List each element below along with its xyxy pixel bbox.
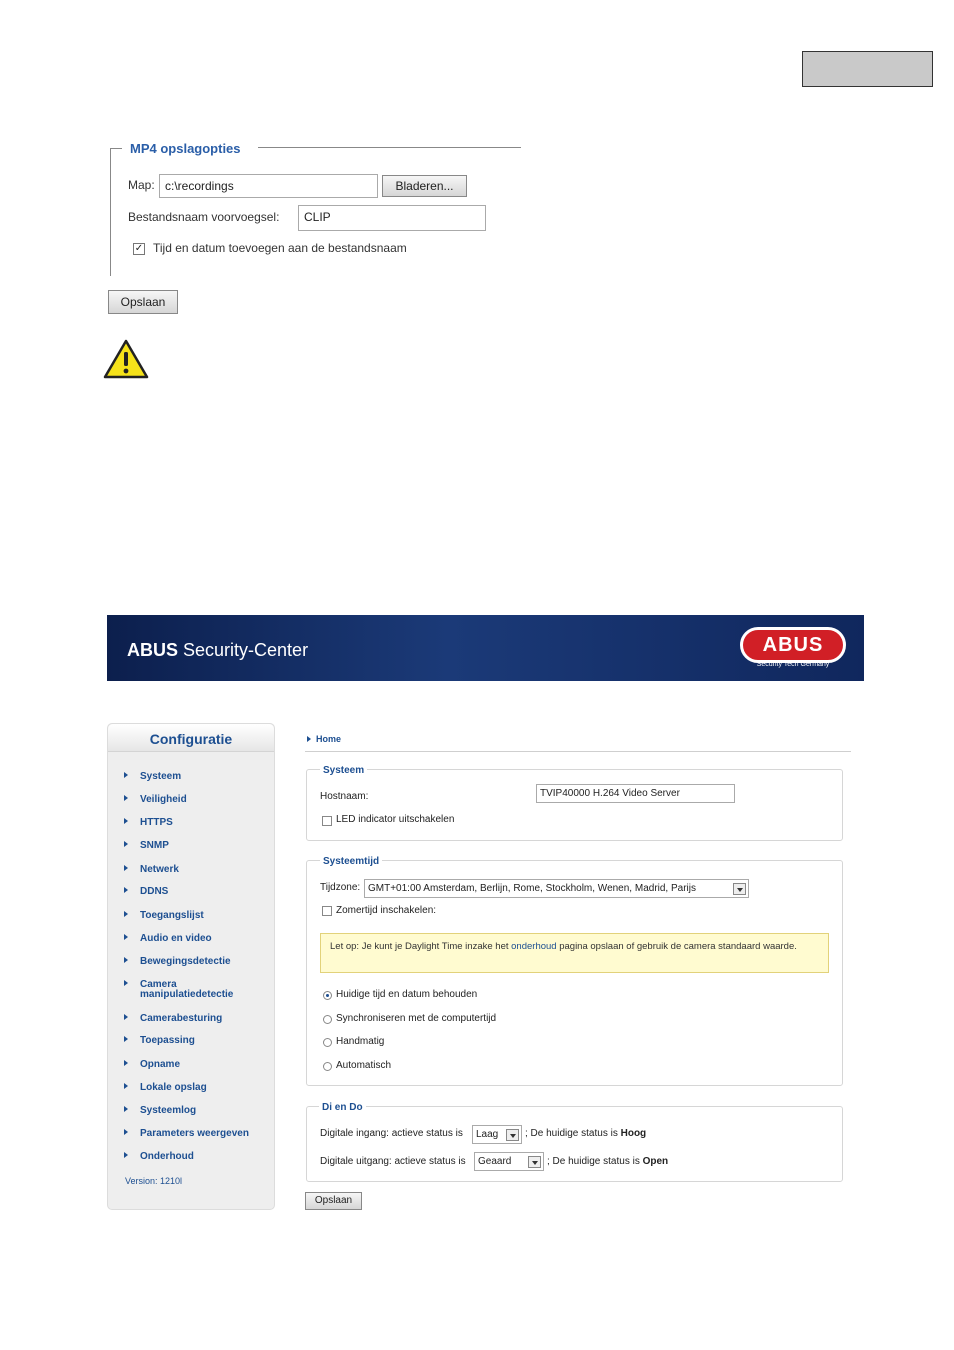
hostname-label: Hostnaam: (320, 791, 369, 802)
sidebar-item-https[interactable]: HTTPS (124, 818, 173, 828)
sidebar-item-ddns[interactable]: DDNS (124, 887, 168, 897)
onderhoud-link[interactable]: onderhoud (511, 941, 557, 952)
digital-output-status: ; De huidige status is Open (547, 1156, 669, 1167)
time-option-label: Automatisch (336, 1060, 392, 1071)
digital-output-label: Digitale uitgang: actieve status is (320, 1156, 466, 1167)
digital-output-select[interactable]: Geaard (474, 1152, 544, 1171)
time-option-label: Synchroniseren met de computertijd (336, 1013, 497, 1024)
dst-label: Zomertijd inschakelen: (336, 905, 437, 916)
sidebar-item-toegangslijst[interactable]: Toegangslijst (124, 911, 204, 921)
system-fieldset (306, 769, 843, 841)
time-option-radio-manual[interactable] (323, 1038, 332, 1047)
hostname-input[interactable]: TVIP40000 H.264 Video Server (536, 784, 735, 803)
digital-input-label: Digitale ingang: actieve status is (320, 1128, 463, 1139)
dio-fieldset (306, 1106, 843, 1182)
sidebar-item-systeem[interactable]: Systeem (124, 772, 181, 782)
timezone-label: Tijdzone: (320, 882, 361, 893)
arrow-right-icon (124, 795, 128, 801)
folder-label: Map: (128, 178, 155, 192)
sidebar-item-netwerk[interactable]: Netwerk (124, 865, 179, 875)
arrow-right-icon (124, 1106, 128, 1112)
logo-tagline: Security Tech Germany (756, 661, 830, 668)
browse-button[interactable]: Bladeren... (382, 175, 467, 197)
mp4-save-button[interactable]: Opslaan (108, 290, 178, 314)
sidebar-item-systeemlog[interactable]: Systeemlog (124, 1106, 196, 1116)
arrow-right-icon (124, 957, 128, 963)
led-checkbox[interactable] (322, 816, 332, 826)
sidebar-item-toepassing[interactable]: Toepassing (124, 1036, 195, 1046)
arrow-right-icon (124, 911, 128, 917)
sidebar-item-audio-video[interactable]: Audio en video (124, 934, 212, 944)
time-option-label: Huidige tijd en datum behouden (336, 989, 478, 1000)
dst-notice: Let op: Je kunt je Daylight Time inzake het onderhoud pagina opslaan of gebruik de camera standaard waarde. (320, 933, 829, 973)
systemtime-legend: Systeemtijd (320, 856, 382, 867)
page-marker-box (802, 51, 933, 87)
arrow-right-icon (124, 1152, 128, 1158)
mp4-frame-border (258, 147, 521, 148)
chevron-down-icon (528, 1156, 541, 1168)
app-title: ABUS Security-Center (127, 640, 309, 660)
arrow-right-icon (124, 887, 128, 893)
arrow-right-icon (124, 1036, 128, 1042)
chevron-down-icon (733, 883, 746, 895)
time-option-radio-keep[interactable] (323, 991, 332, 1000)
arrow-right-icon (124, 841, 128, 847)
time-option-label: Handmatig (336, 1036, 385, 1047)
time-option-radio-auto[interactable] (323, 1062, 332, 1071)
sidebar-item-opname[interactable]: Opname (124, 1060, 180, 1070)
sidebar-item-parameters-weergeven[interactable]: Parameters weergeven (124, 1129, 249, 1139)
system-legend: Systeem (320, 765, 367, 776)
mp4-section-title: MP4 opslagopties (130, 141, 241, 156)
led-label: LED indicator uitschakelen (336, 814, 455, 825)
digital-input-select[interactable]: Laag (472, 1125, 522, 1144)
firmware-version: Version: 1210l (125, 1176, 183, 1186)
dio-legend: Di en Do (319, 1102, 366, 1113)
folder-input[interactable]: c:\recordings (159, 174, 378, 198)
sidebar-item-veiligheid[interactable]: Veiligheid (124, 795, 187, 805)
digital-input-status: ; De huidige status is Hoog (525, 1128, 647, 1139)
breadcrumb-home[interactable]: Home (307, 734, 341, 744)
breadcrumb-divider (305, 751, 851, 752)
arrow-right-icon (124, 1083, 128, 1089)
sidebar-item-snmp[interactable]: SNMP (124, 841, 169, 851)
arrow-right-icon (124, 772, 128, 778)
arrow-right-icon (124, 1014, 128, 1020)
arrow-right-icon (124, 818, 128, 824)
sidebar-item-camera-manipulatiedetectie[interactable]: Camera manipulatiedetectie (124, 980, 250, 1000)
arrow-right-icon (124, 934, 128, 940)
arrow-right-icon (124, 1129, 128, 1135)
arrow-right-icon (124, 980, 128, 986)
warning-icon (103, 339, 149, 379)
mp4-frame-border (110, 148, 111, 276)
arrow-right-icon (124, 865, 128, 871)
add-time-checkbox[interactable]: ✓ (134, 243, 144, 254)
prefix-label: Bestandsnaam voorvoegsel: (128, 210, 280, 224)
chevron-down-icon (506, 1129, 519, 1141)
sidebar-item-onderhoud[interactable]: Onderhoud (124, 1152, 194, 1162)
sidebar-item-bewegingsdetectie[interactable]: Bewegingsdetectie (124, 957, 231, 967)
time-option-radio-sync[interactable] (323, 1015, 332, 1024)
abus-logo: ABUS (740, 627, 846, 663)
config-save-button[interactable]: Opslaan (305, 1192, 362, 1210)
sidebar-item-lokale-opslag[interactable]: Lokale opslag (124, 1083, 207, 1093)
sidebar-title: Configuratie (149, 731, 233, 747)
timezone-select[interactable]: GMT+01:00 Amsterdam, Berlijn, Rome, Stockholm, Wenen, Madrid, Parijs (364, 879, 749, 898)
add-time-label: Tijd en datum toevoegen aan de bestandsnaam (153, 241, 407, 255)
arrow-right-icon (307, 736, 311, 742)
arrow-right-icon (124, 1060, 128, 1066)
dst-checkbox[interactable] (322, 906, 332, 916)
prefix-input[interactable]: CLIP (298, 205, 486, 231)
sidebar-item-camerabesturing[interactable]: Camerabesturing (124, 1014, 222, 1024)
mp4-frame-border (110, 148, 122, 149)
